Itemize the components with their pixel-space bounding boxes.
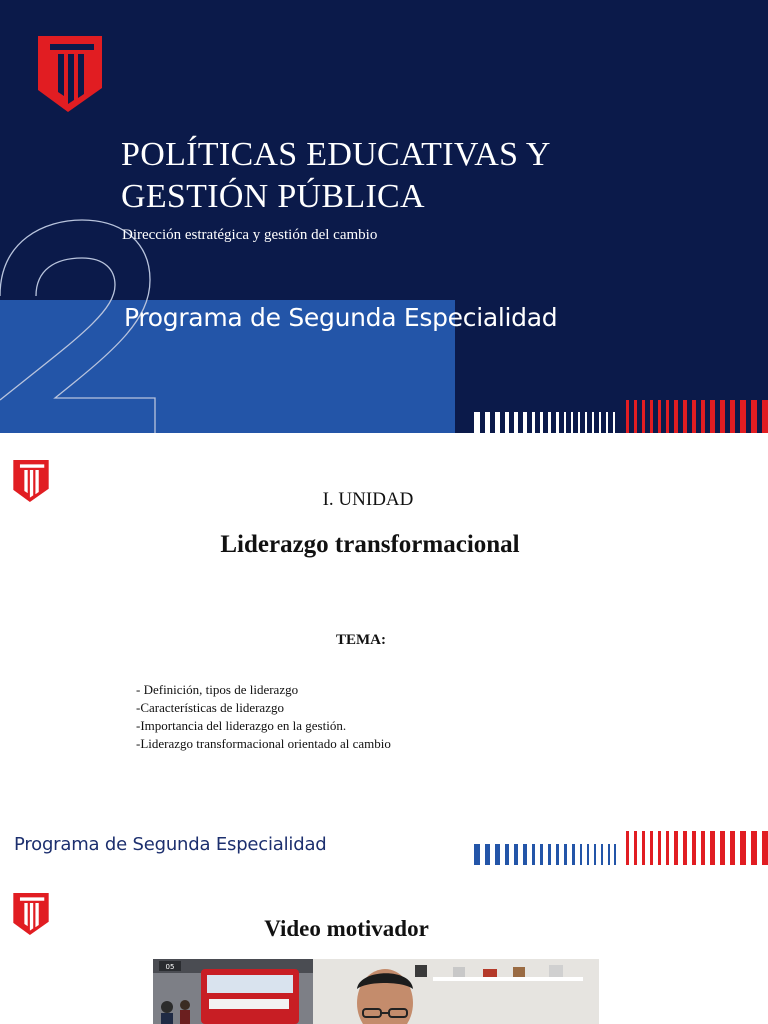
video-title: Video motivador <box>264 916 429 941</box>
title-line-1: POLÍTICAS EDUCATIVAS Y <box>121 136 551 173</box>
topic-heading: Liderazgo transformacional <box>220 531 520 558</box>
presentation-title <box>121 134 721 218</box>
topic-list <box>136 681 391 753</box>
decorative-stripes <box>474 831 768 865</box>
video-thumbnail-image <box>153 959 599 1024</box>
video-slide <box>0 866 768 1024</box>
video-thumbnail[interactable] <box>153 959 599 1024</box>
title-slide <box>0 0 768 433</box>
list-item: -Importancia del liderazgo en la gestión. <box>136 718 347 733</box>
unit-slide <box>0 433 768 866</box>
list-item: -Características de liderazgo <box>136 700 284 715</box>
title-line-2: GESTIÓN PÚBLICA <box>121 178 425 215</box>
tema-label: TEMA: <box>336 632 386 648</box>
decorative-stripes <box>474 396 768 433</box>
program-name-footer: Programa de Segunda Especialidad <box>14 834 327 855</box>
bus-platform-number: 05 <box>165 963 175 971</box>
presentation-subtitle: Dirección estratégica y gestión del cambio <box>122 227 378 243</box>
list-item: - Definición, tipos de liderazgo <box>136 682 299 697</box>
list-item: -Liderazgo transformacional orientado al cambio <box>136 736 391 751</box>
unit-heading: I. UNIDAD <box>322 489 414 510</box>
university-shield-logo-icon <box>38 36 102 112</box>
program-name: Programa de Segunda Especialidad <box>124 303 558 332</box>
